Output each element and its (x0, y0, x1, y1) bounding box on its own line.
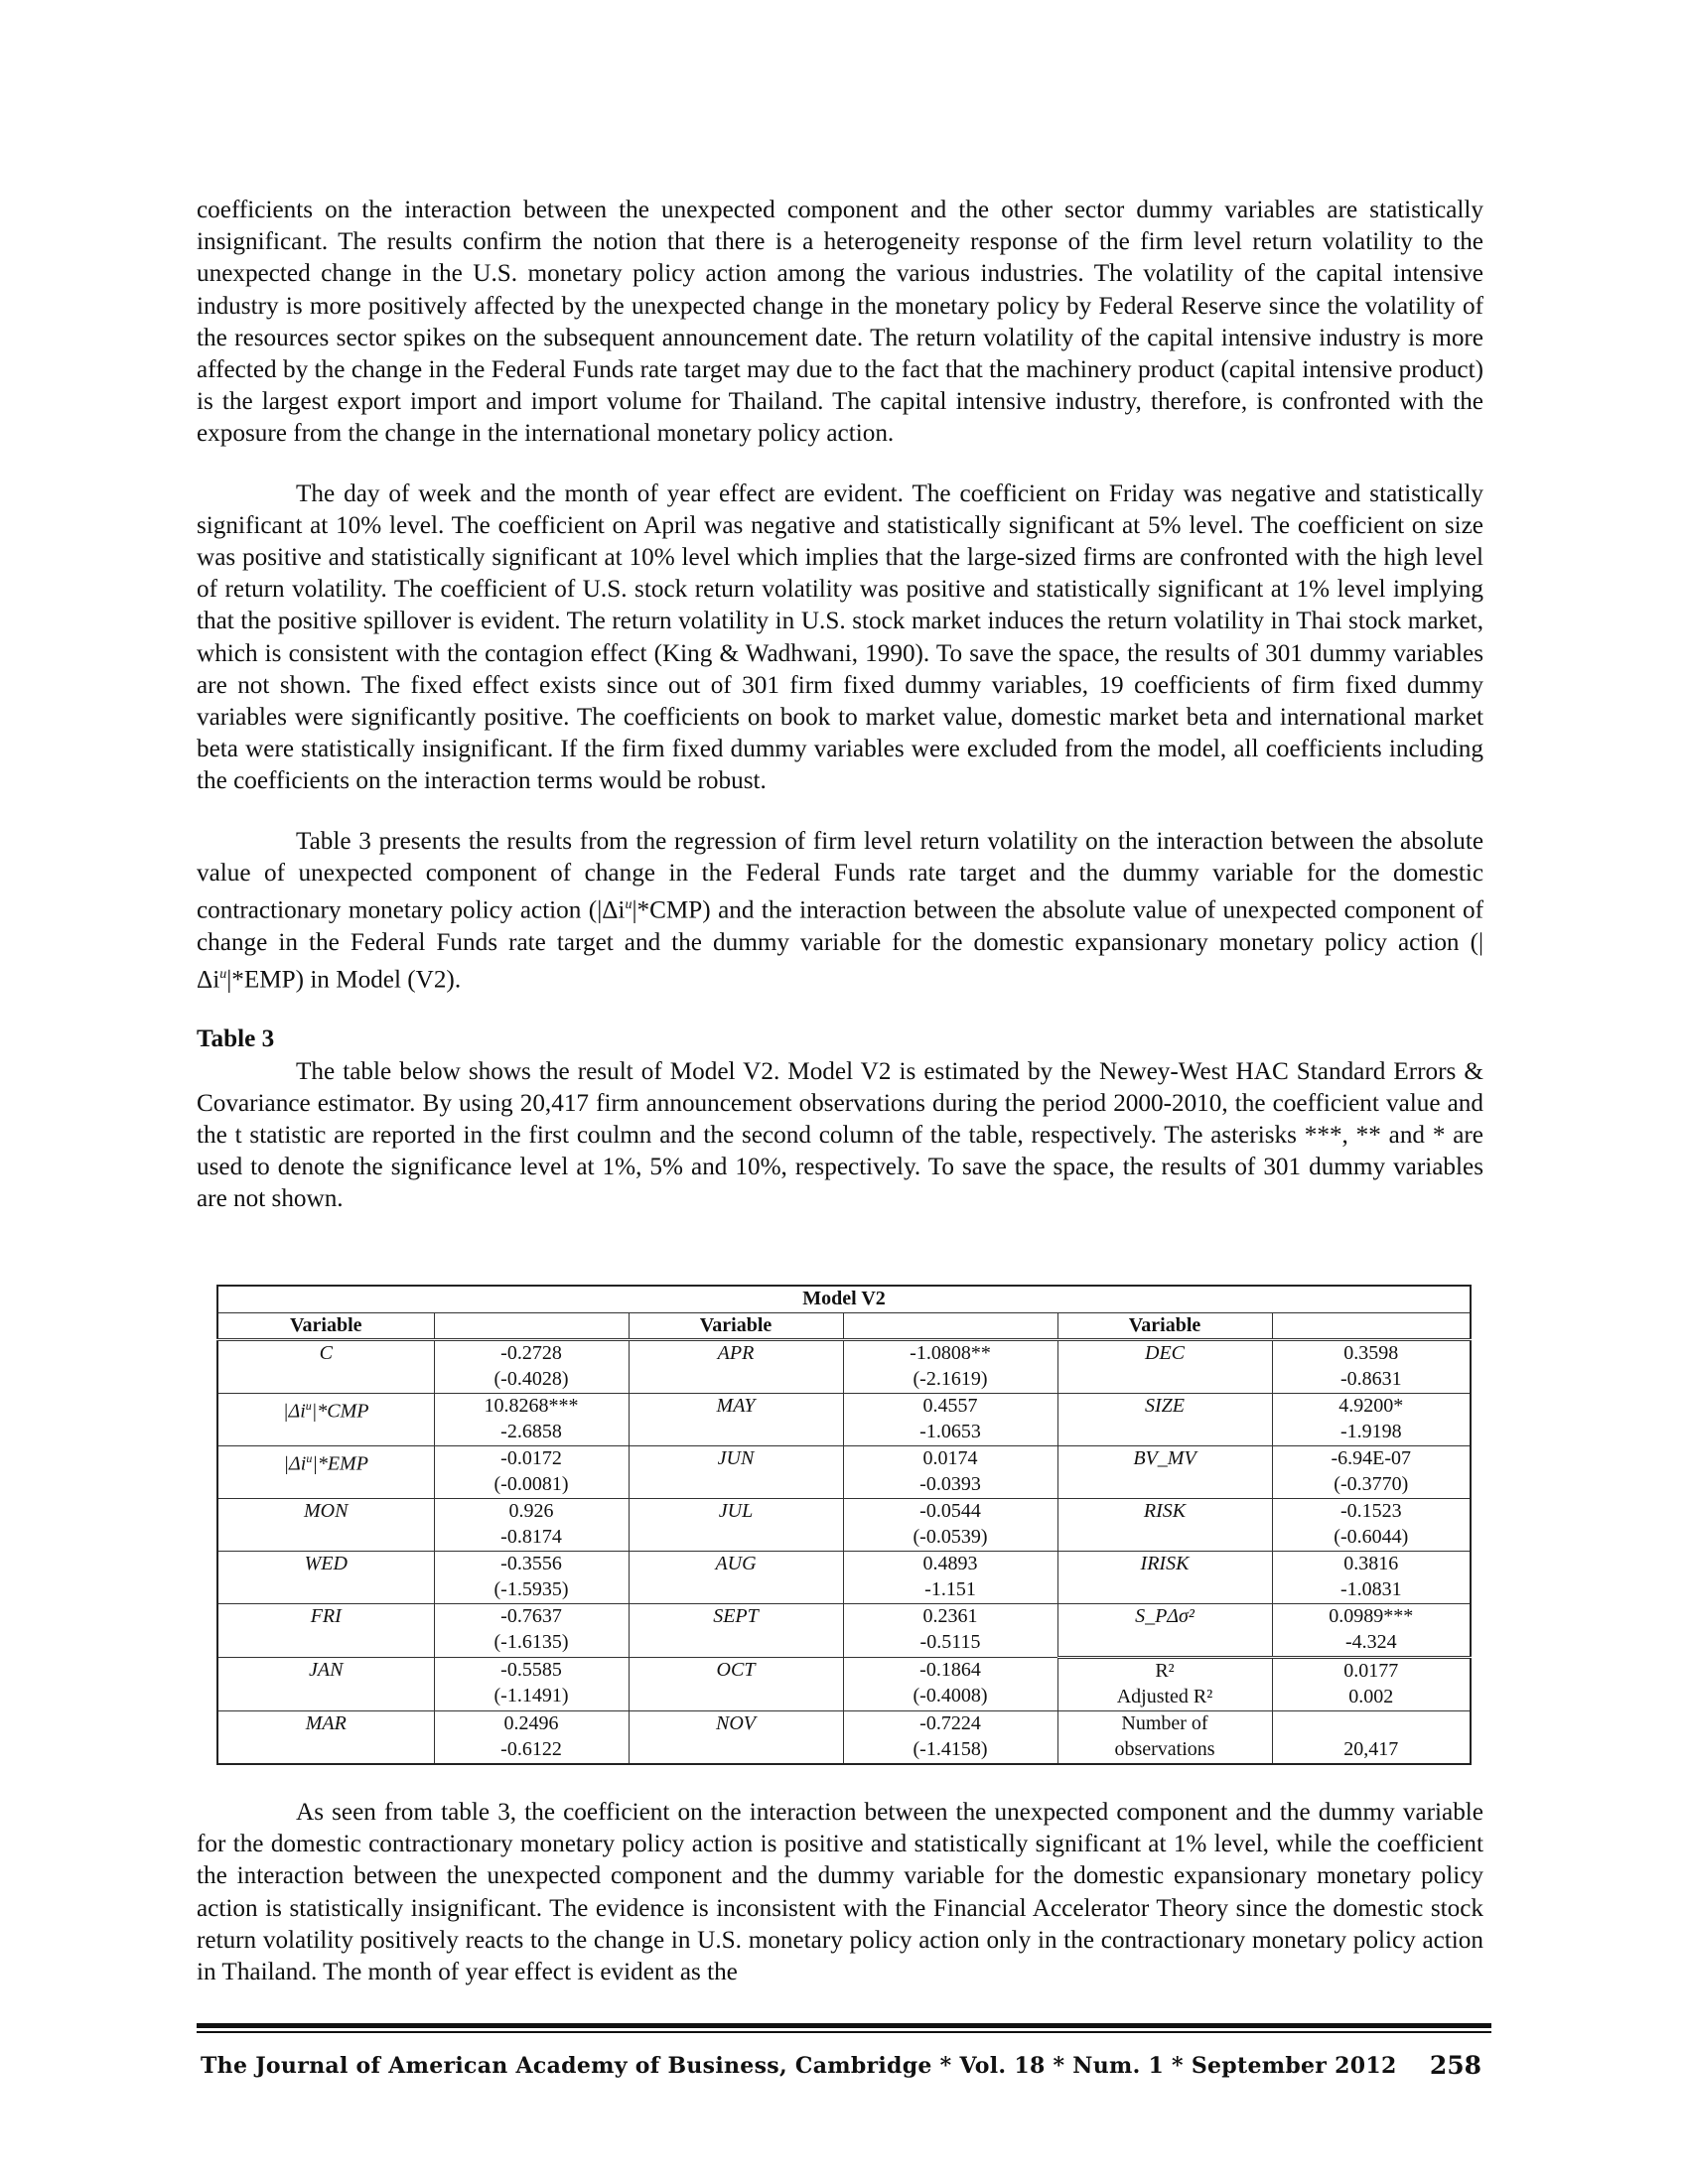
variable-cell: BV_MV (1057, 1446, 1272, 1499)
header-variable-3: Variable (1057, 1312, 1272, 1340)
value-cell: 20,417 (1272, 1711, 1471, 1765)
table-heading: Table 3 (197, 1025, 275, 1053)
value-cell: 0.2361 -0.5115 (843, 1604, 1057, 1658)
paragraph-3-part-a: Table 3 presents the results from the regression of firm level return volatility on the interaction between the absolute value of unexpected component of change in the Federal Funds rate target and the dummy variable for the domestic contractionary monetary policy action (|Δi (197, 827, 1483, 924)
value-cell: 0.4893 -1.151 (843, 1552, 1057, 1604)
variable-cell: S_PΔσ² (1057, 1604, 1272, 1658)
header-variable-2: Variable (629, 1312, 843, 1340)
variable-cell: MON (217, 1499, 434, 1552)
value-cell: -0.1864 (-0.4008) (843, 1658, 1057, 1711)
variable-cell: DEC (1057, 1340, 1272, 1394)
table-caption: The table below shows the result of Model V2. Model V2 is estimated by the Newey-West HAC Standard Errors & Covariance estimator. By using 20,417 firm announcement observations during the period 2000-2010, the coefficient value and the t statistic are reported in the first coulmn and the second column of the table, respectively. The asterisks ***, ** and * are used to denote the significance level at 1%, 5% and 10%, respectively. To save the space, the results of 301 dummy variables are not shown. (197, 1057, 1483, 1213)
value-cell: -6.94E-07 (-0.3770) (1272, 1446, 1471, 1499)
table-row (217, 1552, 1471, 1604)
variable-cell: IRISK (1057, 1552, 1272, 1604)
table-row (217, 1394, 1471, 1446)
value-cell: 0.2496 -0.6122 (434, 1711, 629, 1765)
value-cell: -0.3556 (-1.5935) (434, 1552, 629, 1604)
variable-cell: R² Adjusted R² (1057, 1658, 1272, 1711)
value-cell: -1.0808** (-2.1619) (843, 1340, 1057, 1394)
variable-cell: MAR (217, 1711, 434, 1765)
paragraph-3 (197, 826, 1483, 997)
value-cell: -0.7224 (-1.4158) (843, 1711, 1057, 1765)
table-body (217, 1340, 1471, 1765)
value-cell: 0.926 -0.8174 (434, 1499, 629, 1552)
table-title: Model V2 (217, 1286, 1471, 1312)
paragraph-5: As seen from table 3, the coefficient on the interaction between the unexpected component and the dummy variable for the domestic contractionary monetary policy action is positive and statistically significant at 1% level, while the coefficient the interaction between the unexpected component and the dummy variable for the domestic expansionary monetary policy action is statistically insignificant. The evidence is inconsistent with the Financial Accelerator Theory since the domestic stock return volatility positively reacts to the change in U.S. monetary policy action only in the contractionary monetary policy action in Thailand. The month of year effect is evident as the (197, 1799, 1483, 1986)
variable-cell: RISK (1057, 1499, 1272, 1552)
paragraph-1: coefficients on the interaction between the unexpected component and the other sector dummy variables are statistically insignificant. The results confirm the notion that there is a heterogeneity response of the firm level return volatility to the unexpected change in the U.S. monetary policy action among the various industries. The volatility of the capital intensive industry is more positively affected by the unexpected change in the monetary policy by Federal Reserve since the volatility of the resources sector spikes on the subsequent announcement date. The return volatility of the capital intensive industry is more affected by the change in the Federal Funds rate target may due to the fact that the machinery product (capital intensive product) is the largest export import and import volume for Thailand. The capital intensive industry, therefore, is confronted with the exposure from the change in the international monetary policy action. (197, 197, 1483, 448)
value-cell: -0.7637 (-1.6135) (434, 1604, 629, 1658)
variable-cell: $|\Delta i^u|*EMP$ (217, 1446, 434, 1499)
paragraph-3-part-b: |*CMP) and the interaction between the absolute value of unexpected component of change in the Federal Funds rate target and the dummy variable for the domestic expansionary monetary policy action (|Δi (197, 896, 1483, 994)
variable-cell: Number of observations (1057, 1711, 1272, 1765)
value-cell: -0.1523 (-0.6044) (1272, 1499, 1471, 1552)
variable-cell: AUG (629, 1552, 843, 1604)
results-table (216, 1285, 1472, 1765)
table-row (217, 1446, 1471, 1499)
superscript-u-2: u (219, 966, 227, 982)
superscript-u: u (625, 897, 633, 913)
variable-cell: SIZE (1057, 1394, 1272, 1446)
header-variable-1: Variable (217, 1312, 434, 1340)
table-row (217, 1499, 1471, 1552)
value-cell: 0.3816 -1.0831 (1272, 1552, 1471, 1604)
header-blank-2 (843, 1312, 1057, 1340)
value-cell: 0.0989*** -4.324 (1272, 1604, 1471, 1658)
value-cell: 0.0177 0.002 (1272, 1658, 1471, 1711)
value-cell: -0.2728 (-0.4028) (434, 1340, 629, 1394)
paragraph-2: The day of week and the month of year effect are evident. The coefficient on Friday was negative and statistically significant at 10% level. The coefficient on April was negative and statistically significant at 5% level. The coefficient on size was positive and statistically significant at 10% level which implies that the large-sized firms are confronted with the high level of return volatility. The coefficient of U.S. stock return volatility was positive and statistically significant at 1% level implying that the positive spillover is evident. The return volatility in U.S. stock market induces the return volatility in Thai stock market, which is consistent with the contagion effect (King & Wadhwani, 1990). To save the space, the results of 301 dummy variables are not shown. The fixed effect exists since out of 301 firm fixed dummy variables, 19 coefficients of firm fixed dummy variables were significantly positive. The coefficients on book to market value, domestic market beta and international market beta were statistically insignificant. If the firm fixed dummy variables were excluded from the model, all coefficients including the coefficients on the interaction terms would be robust. (197, 479, 1483, 795)
variable-cell: JUN (629, 1446, 843, 1499)
table-row (217, 1658, 1471, 1711)
variable-cell: JAN (217, 1658, 434, 1711)
table-row (217, 1711, 1471, 1765)
variable-cell: MAY (629, 1394, 843, 1446)
header-blank-3 (1272, 1312, 1471, 1340)
value-cell: -0.0544 (-0.0539) (843, 1499, 1057, 1552)
value-cell: -0.5585 (-1.1491) (434, 1658, 629, 1711)
value-cell: 0.0174 -0.0393 (843, 1446, 1057, 1499)
value-cell: 10.8268*** -2.6858 (434, 1394, 629, 1446)
value-cell: 4.9200* -1.9198 (1272, 1394, 1471, 1446)
value-cell: -0.0172 (-0.0081) (434, 1446, 629, 1499)
variable-cell: $|\Delta i^u|*CMP$ (217, 1394, 434, 1446)
variable-cell: NOV (629, 1711, 843, 1765)
variable-cell: FRI (217, 1604, 434, 1658)
footer-rule-thick (197, 2023, 1491, 2028)
table-row (217, 1604, 1471, 1658)
page-number: 258 (1429, 2051, 1481, 2080)
journal-citation: The Journal of American Academy of Business, Cambridge * Vol. 18 * Num. 1 * September 2012 (201, 2053, 1397, 2079)
paragraph-3-part-c: |*EMP) in Model (V2). (226, 966, 462, 994)
footer-rule-thin (197, 2031, 1491, 2033)
variable-cell: WED (217, 1552, 434, 1604)
variable-cell: OCT (629, 1658, 843, 1711)
header-blank-1 (434, 1312, 629, 1340)
variable-cell: APR (629, 1340, 843, 1394)
variable-cell: C (217, 1340, 434, 1394)
variable-cell: SEPT (629, 1604, 843, 1658)
variable-cell: JUL (629, 1499, 843, 1552)
value-cell: 0.4557 -1.0653 (843, 1394, 1057, 1446)
table-row (217, 1340, 1471, 1394)
page-body (197, 195, 1483, 1216)
value-cell: 0.3598 -0.8631 (1272, 1340, 1471, 1394)
